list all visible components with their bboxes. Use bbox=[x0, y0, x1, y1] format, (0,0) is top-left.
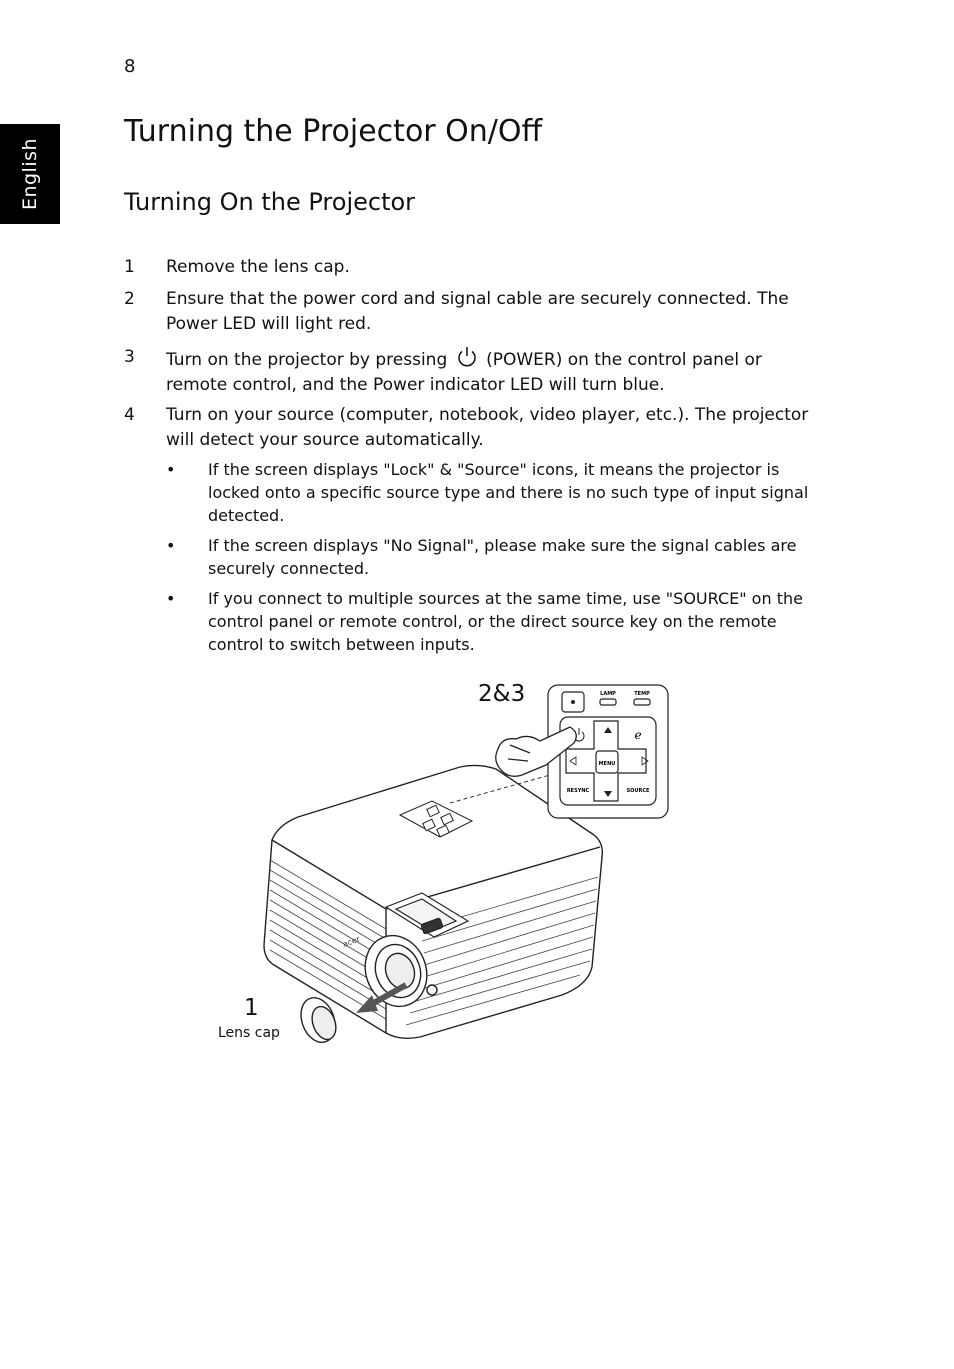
section-title: Turning On the Projector bbox=[124, 188, 416, 216]
step-number: 1 bbox=[124, 257, 135, 277]
bullet-text: If the screen displays "No Signal", please make sure the signal cables are securely connected. bbox=[208, 536, 797, 578]
panel-menu-label: MENU bbox=[598, 761, 616, 767]
panel-temp-label: TEMP bbox=[634, 691, 650, 697]
step-number: 2 bbox=[124, 289, 135, 309]
language-tab-label: English bbox=[19, 137, 41, 211]
bullet-dot: • bbox=[166, 536, 176, 555]
step-text-after: (POWER) on the control panel or remote control, and the Power indicator LED will turn blue. bbox=[166, 350, 762, 395]
language-tab bbox=[0, 124, 60, 224]
step-number: 4 bbox=[124, 405, 135, 425]
projector-illustration bbox=[210, 675, 690, 1055]
callout-steps-2-3: 2&3 bbox=[478, 681, 526, 707]
step-number: 3 bbox=[124, 347, 135, 367]
step-text: Ensure that the power cord and signal cable are securely connected. The Power LED will light red. bbox=[166, 289, 789, 334]
page-title: Turning the Projector On/Off bbox=[124, 114, 543, 149]
callout-step-1: 1 bbox=[244, 995, 259, 1021]
bullet-dot: • bbox=[166, 460, 176, 479]
step-text: Turn on your source (computer, notebook, video player, etc.). The projector will detect your source automatically. bbox=[166, 405, 809, 450]
bullet-item bbox=[166, 534, 816, 580]
panel-resync-label: RESYNC bbox=[566, 788, 590, 794]
step-text-before: Turn on the projector by pressing bbox=[166, 350, 448, 370]
bullet-text: If you connect to multiple sources at the same time, use "SOURCE" on the control panel or remote control, or the direct source key on the remote control to switch between inputs. bbox=[208, 589, 803, 654]
projector-figure bbox=[210, 675, 690, 1055]
step-2 bbox=[124, 287, 814, 336]
bullet-text: If the screen displays "Lock" & "Source" icons, it means the projector is locked onto a specific source type and there is no such type of input signal detected. bbox=[208, 460, 809, 525]
bullet-item bbox=[166, 458, 816, 527]
step-3 bbox=[124, 345, 814, 397]
panel-e-key-label: e bbox=[634, 728, 642, 742]
brand-logo: acer bbox=[341, 934, 362, 949]
step-text: Remove the lens cap. bbox=[166, 257, 350, 277]
step-4 bbox=[124, 403, 814, 452]
step-1 bbox=[124, 255, 814, 280]
panel-lamp-label: LAMP bbox=[600, 691, 616, 697]
page-number: 8 bbox=[124, 56, 136, 77]
bullet-item bbox=[166, 587, 816, 656]
power-icon bbox=[455, 345, 479, 369]
lens-cap-label: Lens cap bbox=[218, 1025, 280, 1041]
step-text bbox=[166, 345, 814, 397]
panel-source-label: SOURCE bbox=[626, 788, 650, 794]
enlarged-control-panel bbox=[548, 685, 668, 818]
bullet-dot: • bbox=[166, 589, 176, 608]
